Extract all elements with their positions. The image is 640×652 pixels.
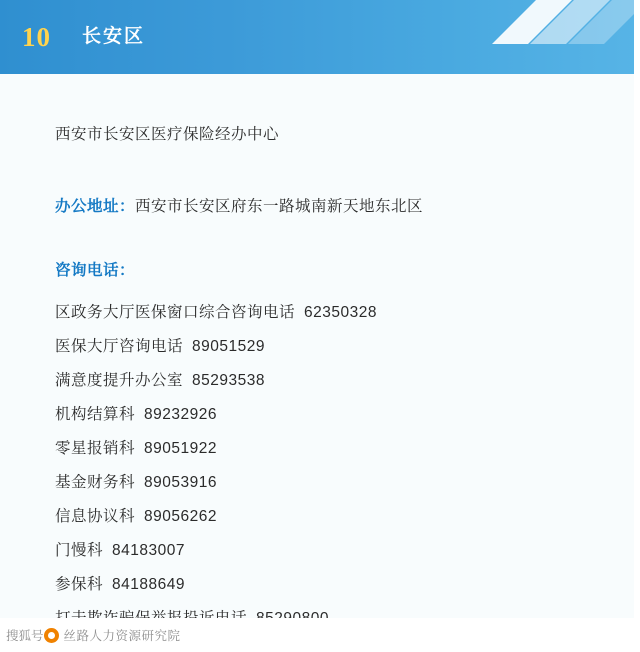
- right-margin: [634, 0, 640, 652]
- phone-label: 机构结算科: [55, 406, 136, 423]
- phone-label: 区政务大厅医保窗口综合咨询电话: [55, 304, 296, 321]
- phone-list: [55, 296, 595, 636]
- list-item: [55, 296, 595, 330]
- phone-number: 89232926: [144, 406, 217, 423]
- list-item: [55, 330, 595, 364]
- list-item: [55, 398, 595, 432]
- phone-label: 门慢科: [55, 542, 104, 559]
- chevron-decoration-icon: [490, 0, 640, 74]
- office-address-row: [55, 194, 423, 216]
- phone-number: 62350328: [304, 304, 377, 321]
- section-content: [0, 74, 640, 652]
- phone-label: 医保大厅咨询电话: [55, 338, 184, 355]
- page-title: 长安区: [82, 26, 146, 47]
- phone-number: 89053916: [144, 474, 217, 491]
- phone-number: 84188649: [112, 576, 185, 593]
- phone-section-heading: 咨询电话：: [55, 262, 136, 279]
- list-item: [55, 534, 595, 568]
- phone-label: 满意度提升办公室: [55, 372, 184, 389]
- list-item: [55, 568, 595, 602]
- section-number: 10: [22, 22, 51, 52]
- phone-number: 89056262: [144, 508, 217, 525]
- list-item: [55, 432, 595, 466]
- watermark-account: 丝路人力资源研究院: [63, 629, 181, 643]
- phone-label: 零星报销科: [55, 440, 136, 457]
- office-address-value: 西安市长安区府东一路城南新天地东北区: [135, 198, 424, 215]
- watermark-platform: 搜狐号: [6, 629, 44, 643]
- phone-number: 89051922: [144, 440, 217, 457]
- phone-number: 84183007: [112, 542, 185, 559]
- list-item: [55, 466, 595, 500]
- phone-label: 参保科: [55, 576, 104, 593]
- organization-name: 西安市长安区医疗保险经办中心: [55, 126, 280, 143]
- phone-number: 85293538: [192, 372, 265, 389]
- section-header: [0, 0, 640, 74]
- phone-label: 基金财务科: [55, 474, 136, 491]
- sohu-logo-icon: [44, 628, 59, 643]
- phone-label: 信息协议科: [55, 508, 136, 525]
- watermark-footer: [0, 618, 640, 652]
- phone-number: 89051529: [192, 338, 265, 355]
- list-item: [55, 500, 595, 534]
- office-address-label: 办公地址：: [55, 198, 136, 215]
- list-item: [55, 364, 595, 398]
